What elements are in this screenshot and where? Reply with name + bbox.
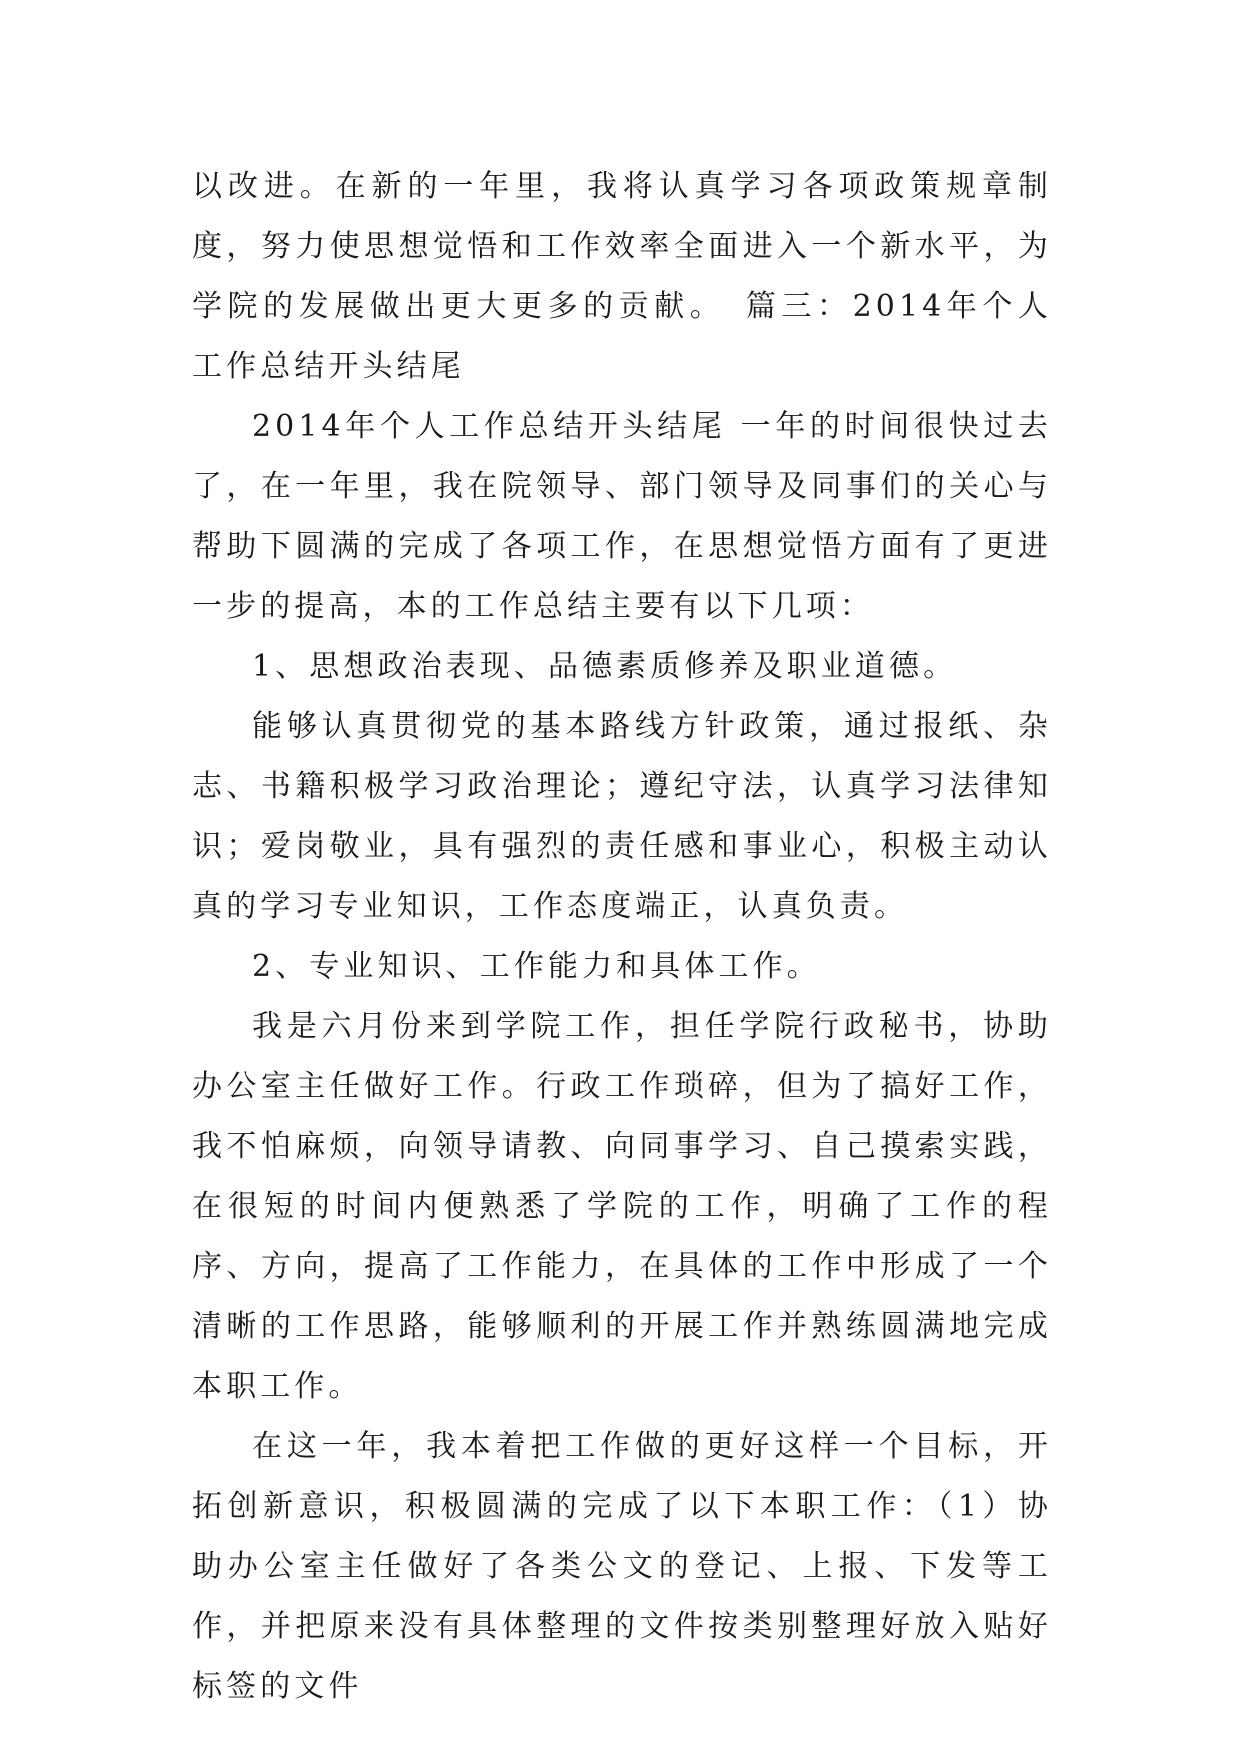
paragraph-2: 2014年个人工作总结开头结尾 一年的时间很快过去了，在一年里，我在院领导、部门领导及同事们的关心与帮助下圆满的完成了各项工作，在思想觉悟方面有了更进一步的提高，本的工作总结主要有以下几项： [192, 409, 1052, 624]
paragraph-6: 我是六月份来到学院工作，担任学院行政秘书，协助办公室主任做好工作。行政工作琐碎，但为了搞好工作，我不怕麻烦，向领导请教、向同事学习、自己摸索实践，在很短的时间内便熟悉了学院的工作，明确了工作的程序、方向，提高了工作能力，在具体的工作中形成了一个清晰的工作思路，能够顺利的开展工作并熟练圆满地完成本职工作。 [192, 1009, 1052, 1404]
paragraph-4: 能够认真贯彻党的基本路线方针政策，通过报纸、杂志、书籍积极学习政治理论；遵纪守法，认真学习法律知识；爱岗敬业，具有强烈的责任感和事业心，积极主动认真的学习专业知识，工作态度端正，认真负责。 [192, 709, 1052, 924]
paragraph-3-heading: 1、思想政治表现、品德素质修养及职业道德。 [252, 649, 958, 684]
paragraph-7: 在这一年，我本着把工作做的更好这样一个目标，开拓创新意识，积极圆满的完成了以下本职工作：（1）协助办公室主任做好了各类公文的登记、上报、下发等工作，并把原来没有具体整理的文件按类别整理好放入贴好标签的文件 [192, 1429, 1052, 1704]
document-body [192, 157, 1052, 1717]
paragraph-5-heading: 2、专业知识、工作能力和具体工作。 [252, 949, 821, 984]
paragraph-1: 以改进。在新的一年里，我将认真学习各项政策规章制度，努力使思想觉悟和工作效率全面进入一个新水平，为学院的发展做出更大更多的贡献。 篇三：2014年个人工作总结开头结尾 [192, 169, 1052, 384]
